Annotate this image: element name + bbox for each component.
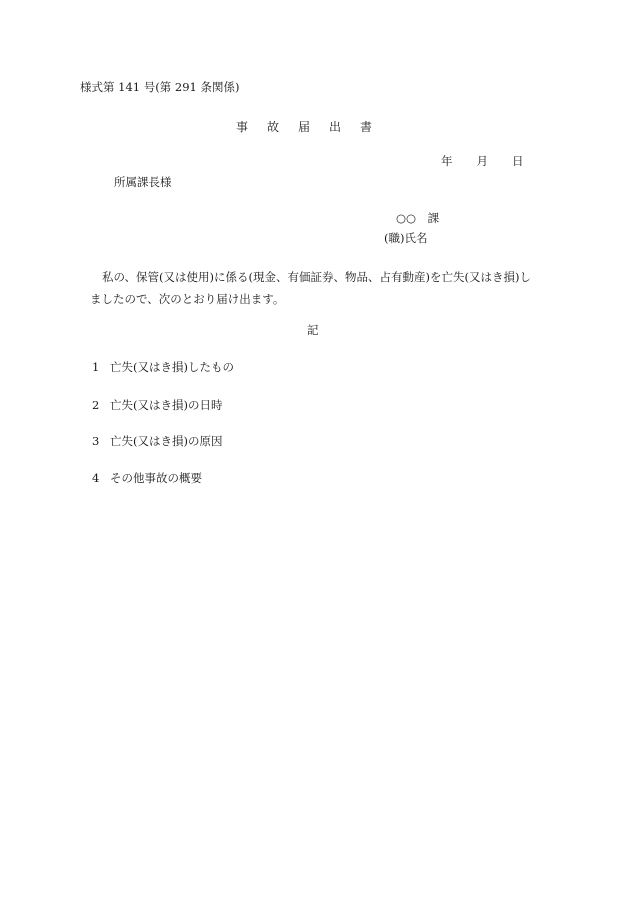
body-line-1: 私の、保管(又は使用)に係る(現金、有価証券、物品、占有動産)を亡失(又はき損)し (102, 270, 531, 284)
item-text: 亡失(又はき損)したもの (110, 360, 234, 374)
item-text: 亡失(又はき損)の原因 (110, 434, 223, 448)
item-text: その他事故の概要 (110, 471, 202, 485)
body-line-2: ましたので、次のとおり届け出ます。 (90, 292, 285, 306)
date-month-label: 月 (476, 154, 488, 168)
item-number: 4 (92, 471, 100, 485)
list-item (92, 362, 234, 374)
list-item (92, 400, 222, 412)
body-paragraph (80, 266, 550, 310)
addressee: 所属課長様 (114, 175, 172, 189)
item-number: 3 (92, 434, 100, 448)
sender-department: ○○ 課 (396, 211, 440, 225)
ki-heading: 記 (307, 323, 319, 337)
item-number: 2 (92, 398, 100, 412)
item-number: 1 (92, 360, 100, 374)
date-year-label: 年 (441, 154, 453, 168)
item-text: 亡失(又はき損)の日時 (110, 398, 223, 412)
date-line (441, 156, 524, 168)
sender-name-label: (職)氏名 (384, 231, 428, 245)
list-item (92, 436, 222, 448)
document-title: 事故届出書 (236, 120, 392, 134)
list-item (92, 473, 202, 485)
date-day-label: 日 (512, 154, 524, 168)
form-number: 様式第 141 号(第 291 条関係) (80, 80, 240, 94)
